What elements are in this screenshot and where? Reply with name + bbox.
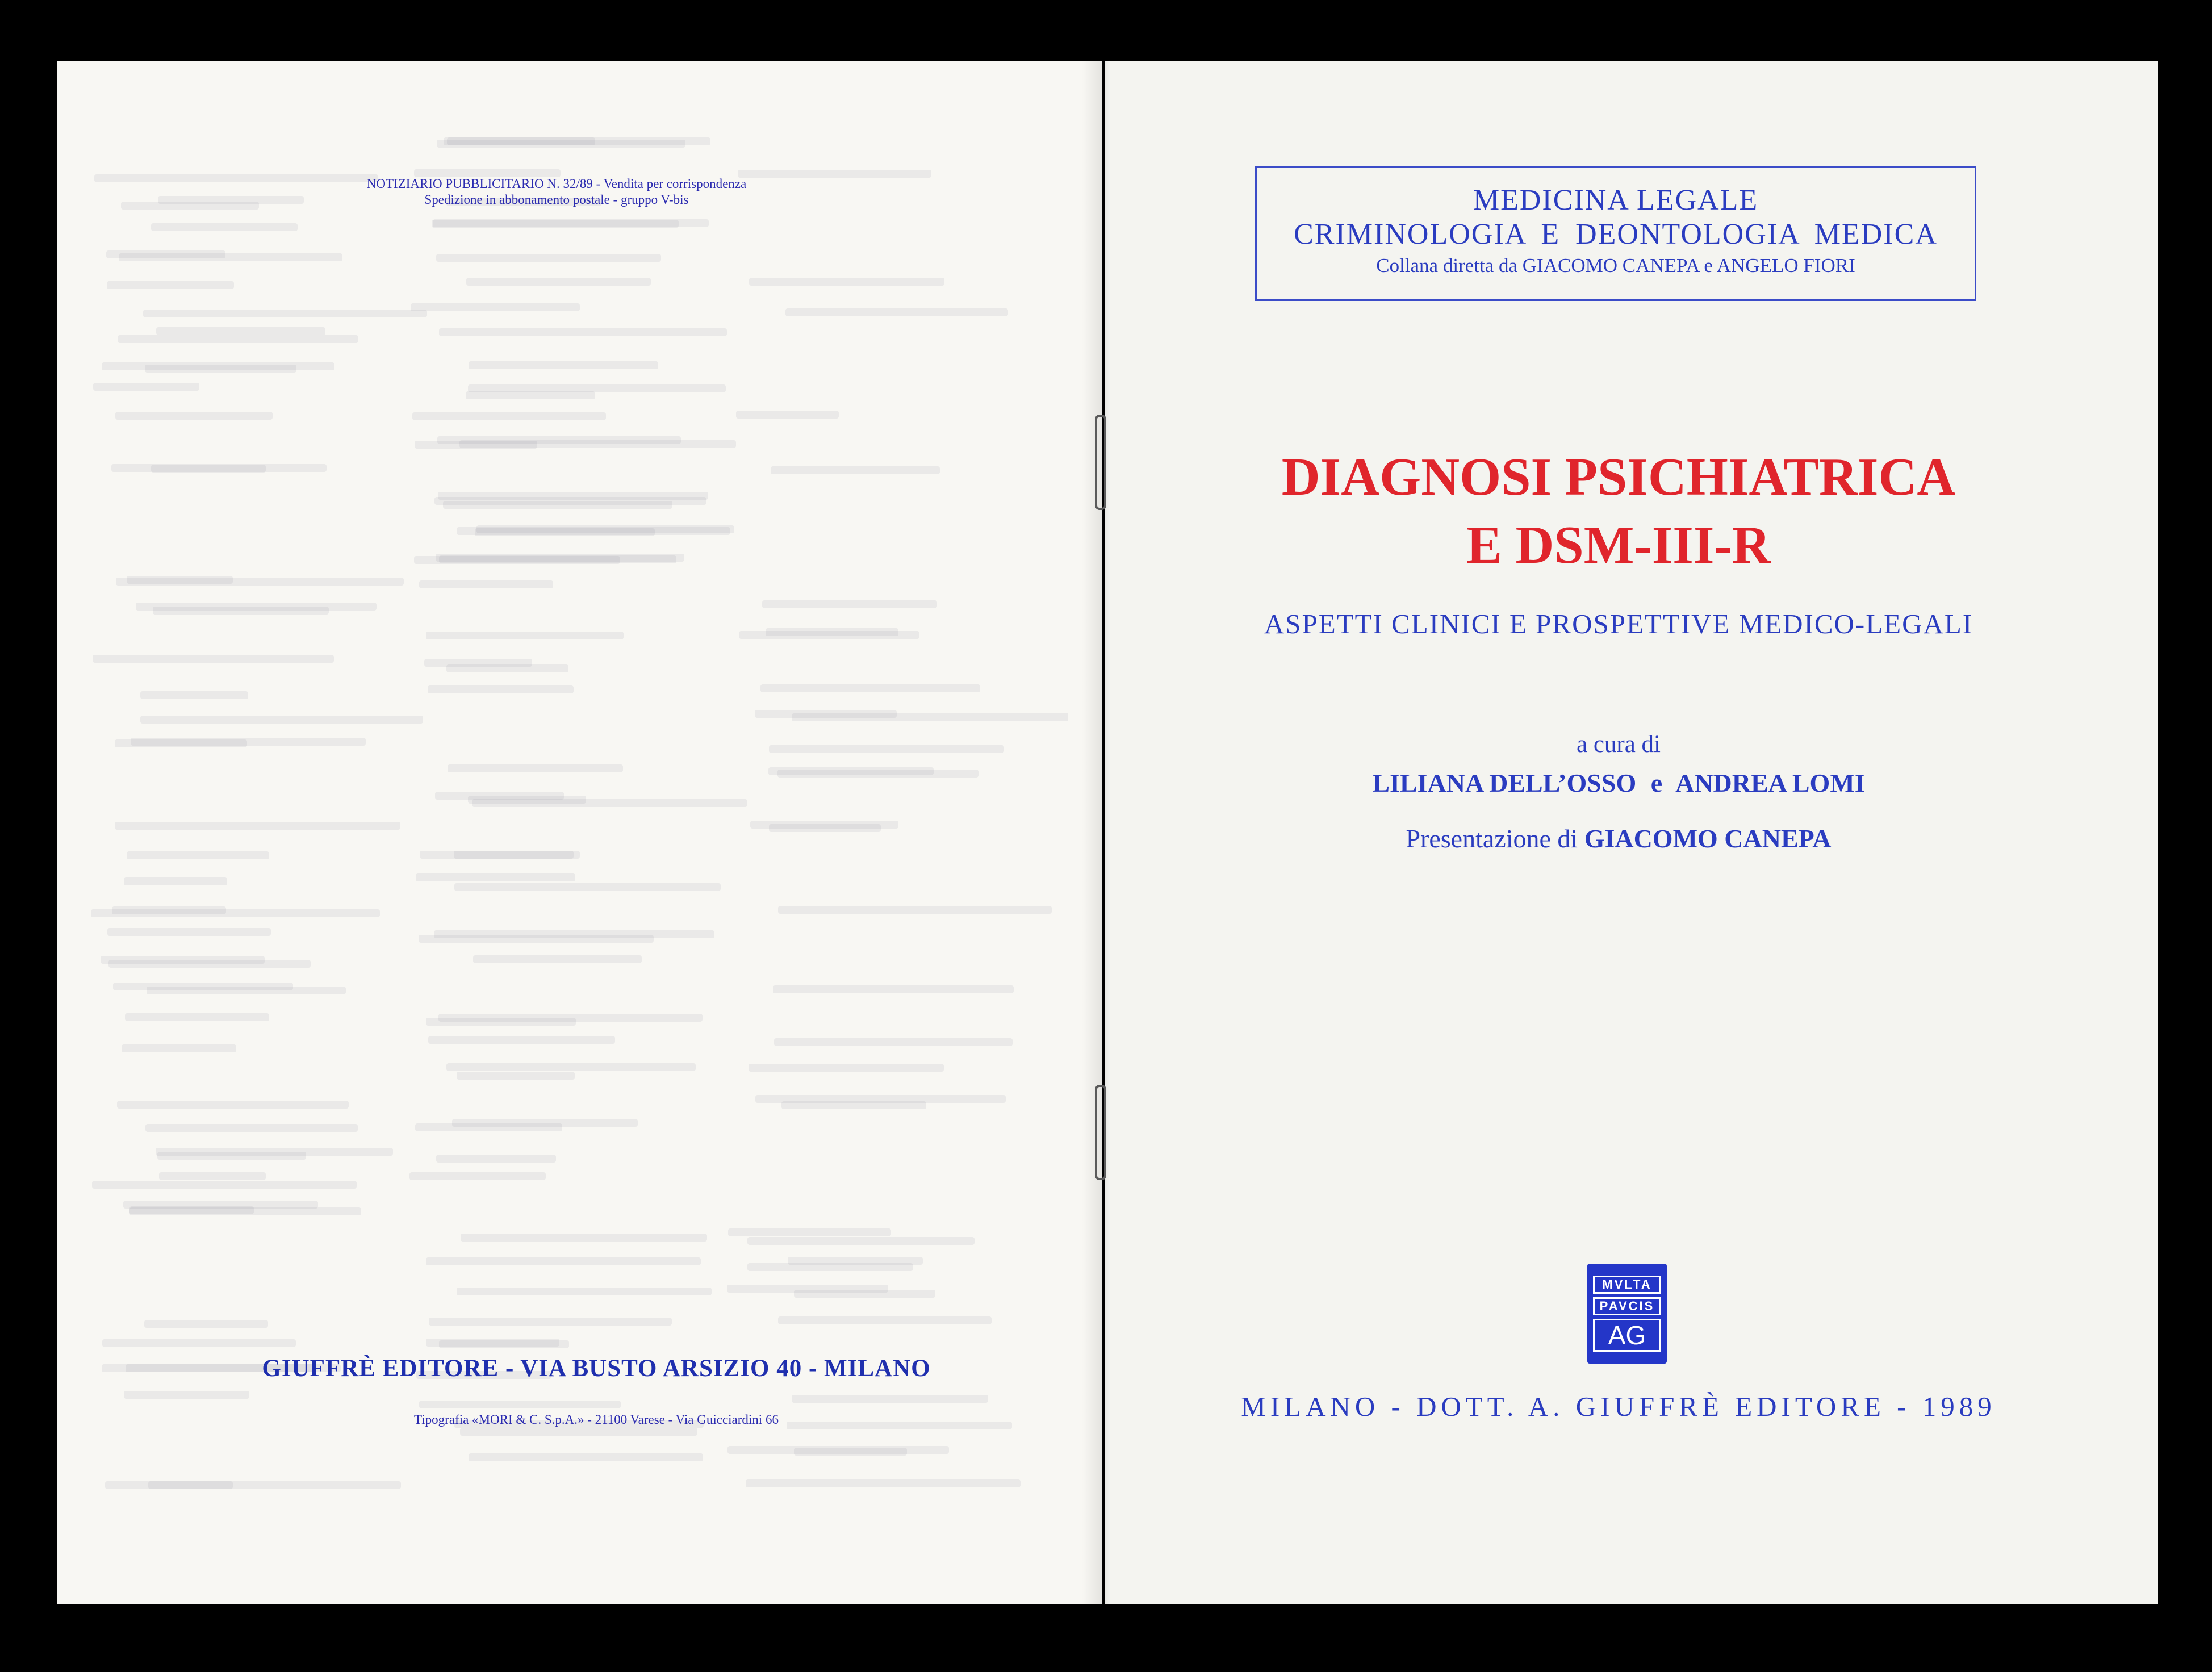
staple-top <box>1095 415 1106 510</box>
show-through-line <box>125 1013 269 1021</box>
show-through-line <box>119 253 342 261</box>
show-through-line <box>409 1172 546 1180</box>
title-line-1: DIAGNOSI PSICHIATRICA <box>1281 448 1956 507</box>
show-through-line <box>439 555 676 563</box>
show-through-line <box>147 987 345 994</box>
show-through-line <box>755 1095 1006 1103</box>
show-through-line <box>777 770 979 778</box>
show-through-line <box>112 906 226 914</box>
show-through-line <box>769 824 881 832</box>
show-through-line <box>771 466 940 474</box>
editor-2: ANDREA LOMI <box>1675 768 1865 797</box>
show-through-line <box>127 576 233 584</box>
show-through-line <box>107 928 270 936</box>
show-through-line <box>749 278 944 286</box>
show-through-line <box>461 1234 707 1242</box>
presentation-prefix: Presentazione di <box>1406 824 1578 853</box>
show-through-line <box>156 1148 393 1156</box>
show-through-text <box>91 91 1068 1522</box>
show-through-line <box>115 412 273 420</box>
spine-shadow <box>1082 61 1110 1604</box>
book-subtitle: ASPETTI CLINICI E PROSPETTIVE MEDICO-LEGALI <box>1264 608 1973 639</box>
show-through-line <box>778 906 1052 914</box>
show-through-line <box>792 1395 988 1403</box>
show-through-line <box>118 335 358 343</box>
show-through-line <box>156 327 326 335</box>
show-through-line <box>415 1123 562 1131</box>
show-through-line <box>426 1339 559 1347</box>
series-subtitle: CRIMINOLOGIA E DEONTOLOGIA MEDICA <box>1294 218 1938 250</box>
show-through-line <box>454 851 574 859</box>
show-through-line <box>774 1038 1013 1046</box>
show-through-line <box>145 1124 358 1132</box>
show-through-line <box>459 440 736 448</box>
show-through-line <box>144 1320 268 1328</box>
show-through-line <box>794 1448 907 1456</box>
show-through-line <box>760 684 980 692</box>
show-through-line <box>140 691 248 699</box>
logo-mark: AG <box>1593 1319 1661 1352</box>
show-through-line <box>473 955 641 963</box>
show-through-line <box>794 1290 935 1298</box>
show-through-line <box>93 383 199 391</box>
show-through-line <box>124 877 227 885</box>
title-line-2: E DSM-III-R <box>1466 516 1771 575</box>
show-through-line <box>728 1228 891 1236</box>
show-through-line <box>143 310 427 317</box>
show-through-line <box>151 223 298 231</box>
logo-band-1: MVLTA <box>1593 1276 1661 1294</box>
show-through-line <box>448 764 623 772</box>
notice-line-2: Spedizione in abbonamento postale - gruppo V-bis <box>424 193 689 207</box>
presentation <box>1278 824 1959 854</box>
show-through-line <box>778 1316 992 1324</box>
show-through-line <box>419 935 653 943</box>
show-through-line <box>102 362 334 370</box>
show-through-line <box>122 1044 236 1052</box>
show-through-line <box>416 873 575 881</box>
book-title <box>1221 443 2016 579</box>
show-through-line <box>426 1257 701 1265</box>
show-through-line <box>428 685 573 693</box>
show-through-line <box>436 254 660 262</box>
show-through-line <box>460 1428 697 1436</box>
show-through-line <box>412 412 606 420</box>
show-through-line <box>438 1014 703 1022</box>
show-through-line <box>747 1237 975 1245</box>
show-through-line <box>469 1453 703 1461</box>
show-through-line <box>746 1479 1020 1487</box>
show-through-line <box>426 632 624 639</box>
show-through-line <box>148 1481 401 1489</box>
show-through-line <box>437 140 685 148</box>
show-through-line <box>411 303 580 311</box>
show-through-line <box>419 580 553 588</box>
show-through-line <box>747 1263 914 1271</box>
show-through-line <box>436 1155 556 1163</box>
show-through-line <box>466 278 651 286</box>
editors <box>1278 768 1959 798</box>
show-through-line <box>93 655 334 663</box>
printer-credit: Tipografia «MORI & C. S.p.A.» - 21100 Varese - Via Guicciardini 66 <box>414 1412 779 1427</box>
series-box <box>1255 166 1976 301</box>
show-through-line <box>476 525 734 533</box>
show-through-line <box>92 1181 357 1189</box>
show-through-line <box>438 492 709 500</box>
imprint: MILANO - DOTT. A. GIUFFRÈ EDITORE - 1989 <box>1241 1391 1996 1422</box>
show-through-line <box>124 1391 249 1399</box>
editor-1: LILIANA DELL’OSSO <box>1372 768 1637 797</box>
show-through-line <box>127 851 269 859</box>
show-through-line <box>755 710 896 718</box>
show-through-line <box>736 411 838 419</box>
show-through-line <box>457 1288 712 1295</box>
show-through-line <box>773 985 1014 993</box>
show-through-line <box>102 1339 296 1347</box>
show-through-line <box>428 1036 615 1044</box>
show-through-line <box>101 956 265 964</box>
series-title: MEDICINA LEGALE <box>1473 184 1759 216</box>
staple-bottom <box>1095 1085 1106 1180</box>
curated-by: a cura di <box>1576 731 1661 758</box>
show-through-line <box>749 1064 944 1072</box>
presentation-name: GIACOMO CANEPA <box>1584 824 1832 853</box>
show-through-line <box>785 308 1007 316</box>
show-through-line <box>454 883 721 891</box>
show-through-line <box>159 1172 266 1180</box>
show-through-line <box>140 716 423 724</box>
show-through-line <box>439 328 727 336</box>
show-through-line <box>468 796 586 804</box>
show-through-line <box>446 1063 696 1071</box>
show-through-line <box>769 745 1004 753</box>
show-through-line <box>443 501 672 509</box>
series-editors: Collana diretta da GIACOMO CANEPA e ANGELO FIORI <box>1376 254 1855 277</box>
show-through-line <box>433 219 709 227</box>
show-through-line <box>469 361 659 369</box>
show-through-line <box>111 464 326 472</box>
show-through-line <box>762 600 937 608</box>
show-through-line <box>107 281 234 289</box>
show-through-line <box>115 822 400 830</box>
publisher-address: GIUFFRÈ EDITORE - VIA BUSTO ARSIZIO 40 - MILANO <box>262 1355 931 1382</box>
show-through-line <box>424 659 533 667</box>
show-through-line <box>766 628 898 636</box>
show-through-line <box>429 1318 672 1326</box>
show-through-line <box>129 1207 362 1215</box>
publisher-logo <box>1587 1264 1667 1364</box>
postal-notice <box>273 176 841 208</box>
show-through-line <box>153 607 329 615</box>
show-through-line <box>466 391 595 399</box>
show-through-line <box>419 1401 621 1408</box>
logo-band-2: PAVCIS <box>1593 1297 1661 1315</box>
show-through-line <box>457 1072 575 1080</box>
notice-line-1: NOTIZIARIO PUBBLICITARIO N. 32/89 - Vendita per corrispondenza <box>366 177 747 191</box>
editors-conjunction: e <box>1650 768 1663 797</box>
show-through-line <box>117 1101 349 1109</box>
show-through-line <box>131 738 366 746</box>
